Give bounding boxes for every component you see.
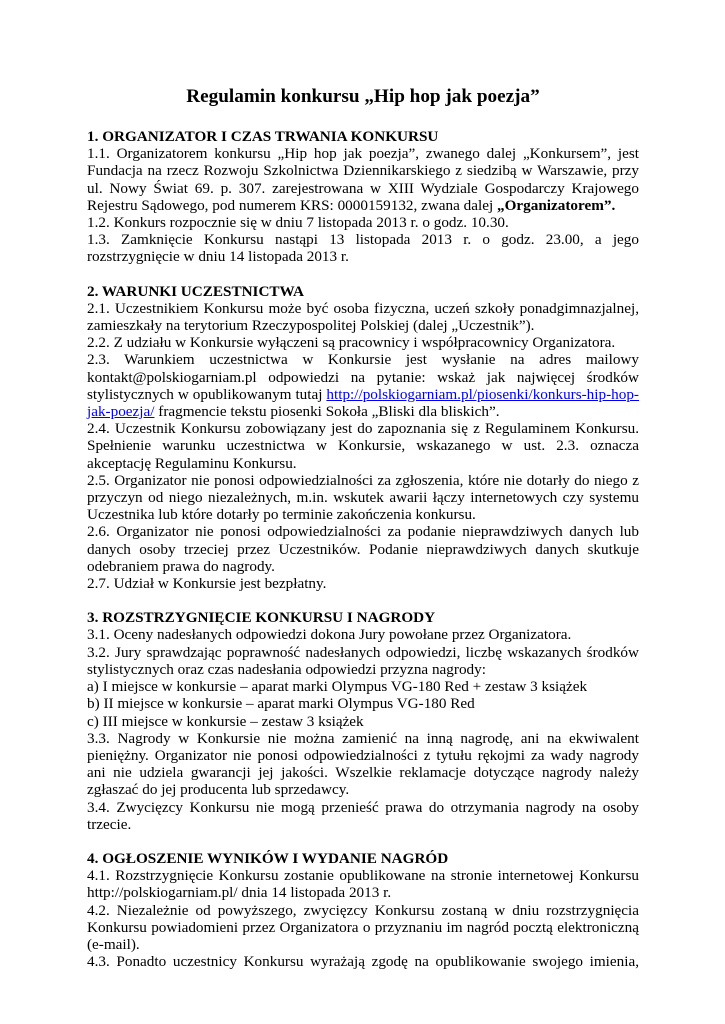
prize-c: c) III miejsce w konkursie – zestaw 3 książek (87, 712, 364, 730)
section-3-heading: 3. ROZSTRZYGNIĘCIE KONKURSU I NAGRODY (87, 609, 436, 627)
paragraph-2-1: 2.1. Uczestnikiem Konkursu może być osoba fizyczna, uczeń szkoły ponadgimnazjalnej, zamieszkały na terytorium Rzeczypospolitej Polskiej (dalej „Uczestnik”). (87, 299, 639, 335)
section-2-heading: 2. WARUNKI UCZESTNICTWA (87, 282, 305, 300)
paragraph-1-2: 1.2. Konkurs rozpocznie się w dniu 7 listopada 2013 r. o godz. 10.30. (87, 214, 509, 232)
document-title: Regulamin konkursu „Hip hop jak poezja” (186, 86, 540, 107)
paragraph-2-7: 2.7. Udział w Konkursie jest bezpłatny. (87, 575, 327, 593)
prize-b: b) II miejsce w konkursie – aparat marki Olympus VG-180 Red (87, 695, 475, 713)
prize-a: a) I miejsce w konkursie – aparat marki Olympus VG-180 Red + zestaw 3 książek (87, 678, 588, 696)
section-gap (87, 592, 639, 609)
paragraph-4-3: 4.3. Ponadto uczestnicy Konkursu wyrażają zgodę na opublikowanie swojego imienia, (87, 953, 639, 971)
paragraph-1-1 (87, 145, 639, 214)
organizer-term: „Organizatorem”. (497, 196, 616, 214)
section-4-heading: 4. OGŁOSZENIE WYNIKÓW I WYDANIE NAGRÓD (87, 849, 449, 867)
paragraph-3-1: 3.1. Oceny nadesłanych odpowiedzi dokona Jury powołane przez Organizatora. (87, 626, 572, 644)
paragraph-2-4: 2.4. Uczestnik Konkursu zobowiązany jest do zapoznania się z Regulaminem Konkursu. Spełnienie warunku uczestnictwa w Konkursie, wskazanego w ust. 2.3. oznacza akceptację Regulaminu Konkursu. (87, 420, 639, 472)
section-gap (87, 266, 639, 283)
paragraph-3-4: 3.4. Zwycięzcy Konkursu nie mogą przenieść prawa do otrzymania nagrody na osoby trzecie. (87, 798, 639, 833)
paragraph-3-3: 3.3. Nagrody w Konkursie nie można zamienić na inną nagrodę, ani na ekwiwalent pieniężny. Organizator nie ponosi odpowiedzialności z tytułu rękojmi za wady nagrody ani nie udziela gwarancji jej jakości. Wszelkie reklamacje dotyczące nagrody należy zgłaszać do jej producenta lub sprzedawcy. (87, 729, 639, 799)
paragraph-2-6: 2.6. Organizator nie ponosi odpowiedzialności za podanie nieprawdziwych danych lub danych osoby trzeciej przez Uczestników. Podanie nieprawdziwych danych skutkuje odebraniem prawa do nagrody. (87, 523, 639, 575)
section-gap (87, 833, 639, 850)
paragraph-4-2: 4.2. Niezależnie od powyższego, zwycięzcy Konkursu zostaną w dniu rozstrzygnięcia Konkursu powiadomieni przez Organizatora o przyznaniu im nagród pocztą elektroniczną (e-mail). (87, 901, 639, 953)
contest-link[interactable]: http://polskiogarniam.pl/piosenki/konkurs-hip-hop-jak-poezja/ (87, 385, 639, 421)
paragraph-2-3 (87, 351, 639, 420)
paragraph-4-1: 4.1. Rozstrzygnięcie Konkursu zostanie opublikowane na stronie internetowej Konkursu http://polskiogarniam.pl/ dnia 14 listopada 2013 r. (87, 867, 639, 902)
section-1-heading: 1. ORGANIZATOR I CZAS TRWANIA KONKURSU (87, 128, 439, 145)
paragraph-2-5: 2.5. Organizator nie ponosi odpowiedzialności za zgłoszenia, które nie dotarły do niego z przyczyn od niego niezależnych, m.in. wskutek awarii łączy internetowych czy systemu Uczestnika lub które dotarły po terminie zakończenia konkursu. (87, 471, 639, 524)
paragraph-2-3-tail: fragmencie tekstu piosenki Sokoła „Bliski dla bliskich”. (158, 403, 500, 421)
paragraph-1-1-text: 1.1. Organizatorem konkursu „Hip hop jak poezja”, zwanego dalej „Konkursem”, jest Fundacja na rzecz Rozwoju Szkolnictwa Dziennikarskiego z siedzibą w Warszawie, przy ul. Nowy Świat 69. p. 307. zarejestrowana w XIII Wydziale Gospodarczy Krajowego Rejestru Sądowego, pod numerem KRS: 0000159132, zwana dalej (87, 145, 639, 214)
paragraph-1-3: 1.3. Zamknięcie Konkursu nastąpi 13 listopada 2013 r. o godz. 23.00, a jego rozstrzygnięcie w dniu 14 listopada 2013 r. (87, 231, 639, 266)
paragraph-2-3-text: 2.3. Warunkiem uczestnictwa w Konkursie jest wysłanie na adres mailowy kontakt@polskiogarniam.pl odpowiedzi na pytanie: wskaż jak najwięcej środków stylistycznych w opublikowanym tutaj (87, 351, 639, 403)
paragraph-3-2: 3.2. Jury sprawdzając poprawność nadesłanych odpowiedzi, liczbę wskazanych środków stylistycznych oraz czas nadesłania odpowiedzi przyzna nagrody: (87, 643, 639, 678)
document-page (87, 86, 639, 970)
paragraph-2-2: 2.2. Z udziału w Konkursie wyłączeni są pracownicy i współpracownicy Organizatora. (87, 334, 616, 352)
